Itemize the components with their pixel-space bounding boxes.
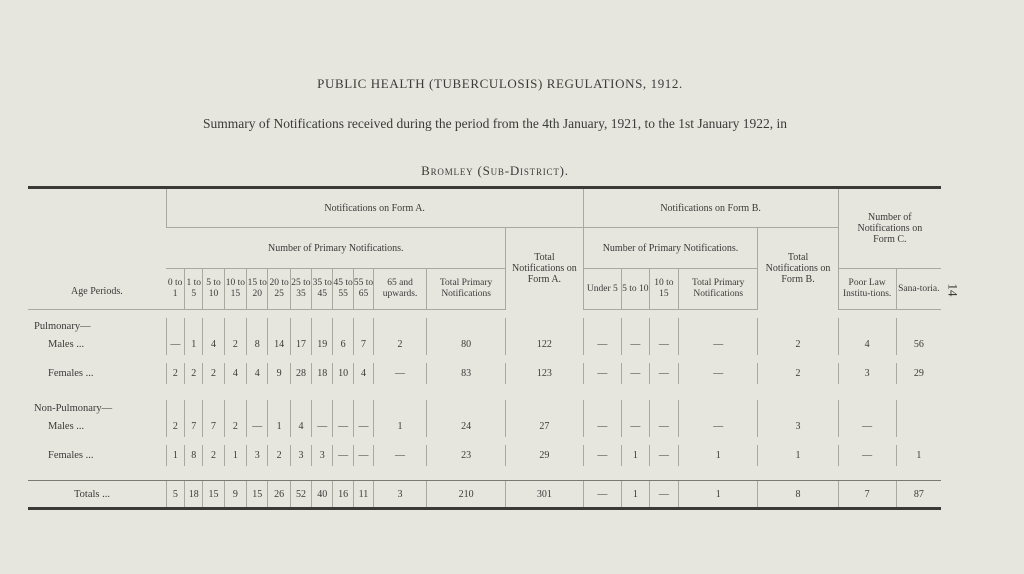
table-cell: 2 (185, 363, 203, 384)
table-cell: — (649, 334, 678, 355)
table-cell: 301 (506, 481, 583, 509)
table-cell: — (838, 445, 896, 466)
table-row (28, 416, 941, 437)
col-header: 1 to 5 (185, 269, 203, 310)
table-cell: 28 (290, 363, 311, 384)
table-cell: 5 (166, 481, 184, 509)
table-cell: 83 (426, 363, 505, 384)
table-cell: 3 (758, 416, 838, 437)
row-label (28, 416, 166, 437)
table-cell: 17 (290, 334, 311, 355)
table-cell: 18 (312, 363, 333, 384)
table-cell: — (649, 445, 678, 466)
table-cell: — (247, 416, 268, 437)
table-cell: 87 (896, 481, 941, 509)
table-cell: 26 (268, 481, 290, 509)
table-cell: 8 (247, 334, 268, 355)
row-label-text: Females ... (48, 450, 94, 461)
table-cell: — (583, 445, 622, 466)
table-cell: — (333, 416, 353, 437)
col-header: 20 to 25 (268, 269, 290, 310)
form-a-header: Notifications on Form A. (166, 188, 583, 228)
table-cell: 19 (312, 334, 333, 355)
table-cell: — (583, 334, 622, 355)
document-title: PUBLIC HEALTH (TUBERCULOSIS) REGULATIONS, 1912. (317, 76, 683, 91)
table-cell: 4 (247, 363, 268, 384)
col-header: 35 to 45 (312, 269, 333, 310)
form-b-header: Notifications on Form B. (583, 188, 838, 228)
table-cell: 3 (312, 445, 333, 466)
table-cell: 2 (166, 416, 184, 437)
totals-row (28, 481, 941, 509)
table-cell: — (374, 445, 427, 466)
table-cell: 29 (896, 363, 941, 384)
table-cell: 16 (333, 481, 353, 509)
group-label: Pulmonary— (34, 320, 91, 332)
table-row (28, 363, 941, 384)
table-cell: — (583, 363, 622, 384)
table-cell: 7 (185, 416, 203, 437)
group-row-non-pulmonary (28, 400, 941, 416)
row-label (28, 334, 166, 355)
col-header: 65 and upwards. (374, 269, 427, 310)
table-cell: 123 (506, 363, 583, 384)
table-body (28, 310, 941, 509)
table-cell: 7 (353, 334, 373, 355)
table-cell: 52 (290, 481, 311, 509)
table-cell: 24 (426, 416, 505, 437)
table-cell: 1 (224, 445, 246, 466)
table-cell: 1 (185, 334, 203, 355)
table-cell: 4 (353, 363, 373, 384)
table-row (28, 334, 941, 355)
table-cell: 80 (426, 334, 505, 355)
table-cell: 7 (838, 481, 896, 509)
table-cell: — (353, 416, 373, 437)
table-cell: — (622, 416, 649, 437)
table-cell: 2 (166, 363, 184, 384)
table-cell: — (312, 416, 333, 437)
table-cell: — (622, 334, 649, 355)
table-cell: 1 (374, 416, 427, 437)
notifications-summary-table (28, 186, 941, 510)
district-heading: Bromley (Sub-District). (421, 163, 569, 178)
table-cell: 2 (203, 363, 224, 384)
table-cell: 40 (312, 481, 333, 509)
form-c-header: Number of Notifications on Form C. (838, 188, 941, 269)
table-cell: 11 (353, 481, 373, 509)
row-label (28, 363, 166, 384)
table-cell: 2 (224, 334, 246, 355)
primary-b-header: Number of Primary Notifications. (583, 228, 758, 269)
table-cell: 1 (896, 445, 941, 466)
table-cell: 3 (247, 445, 268, 466)
table-cell: 3 (374, 481, 427, 509)
col-header: 5 to 10 (622, 269, 649, 310)
col-header: Total Primary Notifications (426, 269, 505, 310)
document-subtitle: Summary of Notifications received during the period from the 4th January, 1921, to the 1st January 1922, in (203, 116, 787, 131)
table-cell: — (649, 363, 678, 384)
table-cell: 7 (203, 416, 224, 437)
table-cell: 2 (374, 334, 427, 355)
table-cell: 23 (426, 445, 505, 466)
row-label-text: Females ... (48, 368, 94, 379)
table-cell: 4 (224, 363, 246, 384)
col-header: Sana-toria. (896, 269, 941, 310)
table-cell: 4 (203, 334, 224, 355)
table-cell: — (649, 416, 678, 437)
col-header: 10 to 15 (224, 269, 246, 310)
row-label (28, 445, 166, 466)
table-cell: 18 (185, 481, 203, 509)
col-header: Poor Law Institu-tions. (838, 269, 896, 310)
col-header: 0 to 1 (166, 269, 184, 310)
table-cell: — (679, 363, 758, 384)
row-label-text: Males ... (48, 339, 85, 350)
col-header: 45 to 55 (333, 269, 353, 310)
table-cell: 29 (506, 445, 583, 466)
table-cell: — (679, 416, 758, 437)
table-cell: 1 (622, 445, 649, 466)
row-label-text: Males ... (48, 421, 85, 432)
col-header: 55 to 65 (353, 269, 373, 310)
table-cell: 2 (268, 445, 290, 466)
table-cell: 2 (758, 334, 838, 355)
col-header: 10 to 15 (649, 269, 678, 310)
table-cell: 4 (290, 416, 311, 437)
table-cell: — (649, 481, 678, 509)
col-header: Under 5 (583, 269, 622, 310)
row-label-text: Totals ... (74, 488, 111, 500)
table-cell: — (353, 445, 373, 466)
table-cell: 8 (758, 481, 838, 509)
total-a-header: Total Notifications on Form A. (506, 228, 583, 310)
row-label (28, 481, 166, 509)
table-cell: 2 (758, 363, 838, 384)
table-cell: 9 (268, 363, 290, 384)
table-cell: 4 (838, 334, 896, 355)
table-cell: 3 (838, 363, 896, 384)
age-periods-header: Age Periods. (28, 188, 166, 310)
table-cell: 3 (290, 445, 311, 466)
table-cell: — (583, 481, 622, 509)
table-cell: 15 (247, 481, 268, 509)
table-cell: — (333, 445, 353, 466)
table-cell: — (838, 416, 896, 437)
col-header: Total Primary Notifications (679, 269, 758, 310)
group-row-pulmonary (28, 318, 941, 334)
table-cell: 10 (333, 363, 353, 384)
table-cell: 1 (679, 481, 758, 509)
table-cell: 56 (896, 334, 941, 355)
table-cell: 6 (333, 334, 353, 355)
table-cell: 1 (268, 416, 290, 437)
table-cell: 210 (426, 481, 505, 509)
table-cell: 122 (506, 334, 583, 355)
table-cell: 2 (224, 416, 246, 437)
table-cell: 14 (268, 334, 290, 355)
table-row (28, 445, 941, 466)
group-label: Non-Pulmonary— (34, 402, 113, 414)
total-b-header: Total Notifications on Form B. (758, 228, 838, 310)
table-cell: 1 (166, 445, 184, 466)
table-cell: 27 (506, 416, 583, 437)
table-cell (896, 416, 941, 437)
table-cell: — (166, 334, 184, 355)
table-cell: 8 (185, 445, 203, 466)
page-number: 14 (945, 283, 961, 297)
table-cell: 1 (679, 445, 758, 466)
col-header: 15 to 20 (247, 269, 268, 310)
table-cell: 15 (203, 481, 224, 509)
table-cell: — (679, 334, 758, 355)
primary-a-header: Number of Primary Notifications. (166, 228, 506, 269)
table-cell: 2 (203, 445, 224, 466)
table-cell: 9 (224, 481, 246, 509)
table-cell: 1 (622, 481, 649, 509)
table-cell: 1 (758, 445, 838, 466)
col-header: 5 to 10 (203, 269, 224, 310)
table-cell: — (374, 363, 427, 384)
table-cell: — (622, 363, 649, 384)
col-header: 25 to 35 (290, 269, 311, 310)
table-cell: — (583, 416, 622, 437)
